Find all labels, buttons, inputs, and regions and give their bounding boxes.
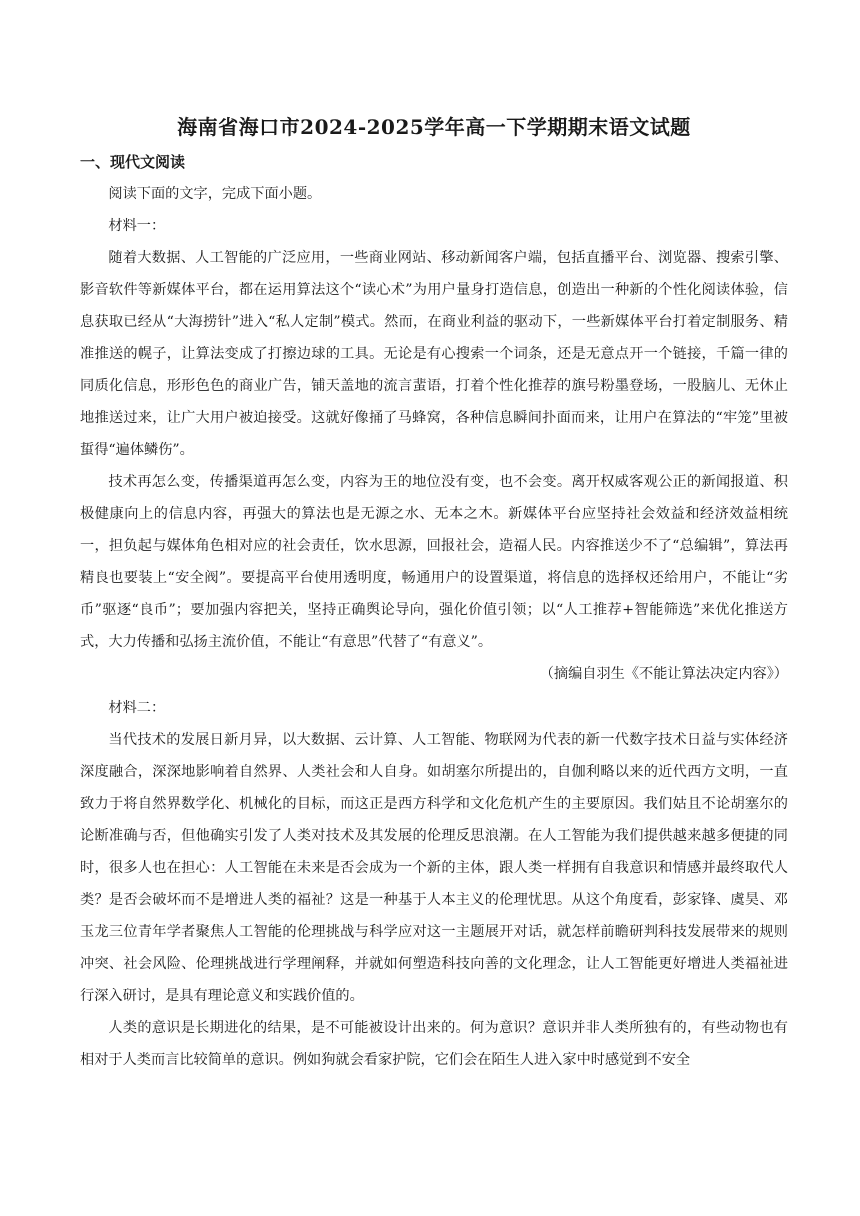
material1-paragraph-1: 随着大数据、人工智能的广泛应用，一些商业网站、移动新闻客户端，包括直播平台、浏览器、搜索引擎、影音软件等新媒体平台，都在运用算法这个“读心术”为用户量身打造信息，创造出一种新的个性化阅读体验，信息获取已经从“大海捞针”进入“私人定制”模式。然而，在商业利益的驱动下，一些新媒体平台打着定制服务、精准推送的幌子，让算法变成了打擦边球的工具。无论是有心搜索一个词条，还是无意点开一个链接，千篇一律的同质化信息，形形色色的商业广告，铺天盖地的流言蜚语，打着个性化推荐的旗号粉墨登场，一股脑儿、无休止地推送过来，让广大用户被迫接受。这就好像捅了马蜂窝，各种信息瞬间扑面而来，让用户在算法的“牢笼”里被蜇得“遍体鳞伤”。 (80, 250, 788, 458)
material2-label: 材料二： (108, 700, 166, 716)
section-heading: 一、现代文阅读 (80, 153, 186, 171)
material1-label: 材料一： (108, 218, 166, 234)
material1-source: （摘编自羽生《不能让算法决定内容》） (539, 666, 788, 682)
instruction-text: 阅读下面的文字，完成下面小题。 (108, 186, 322, 202)
document-title: 海南省海口市2024-2025学年高一下学期期末语文试题 (177, 115, 691, 139)
material1-paragraph-2: 技术再怎么变，传播渠道再怎么变，内容为王的地位没有变，也不会变。离开权威客观公正的新闻报道、积极健康向上的信息内容，再强大的算法也是无源之水、无本之木。新媒体平台应坚持社会效益和经济效益相统一，担负起与媒体角色相对应的社会责任，饮水思源，回报社会，造福人民。内容推送少不了“总编辑”，算法再精良也要装上“安全阀”。要提高平台使用透明度，畅通用户的设置渠道，将信息的选择权还给用户，不能让“劣币”驱逐“良币”；要加强内容把关，坚持正确舆论导向，强化价值引领；以“人工推荐+智能筛选”来优化推送方式，大力传播和弘扬主流价值，不能让“有意思”代替了“有意义”。 (80, 474, 788, 650)
material2-paragraph-1: 当代技术的发展日新月异，以大数据、云计算、人工智能、物联网为代表的新一代数字技术日益与实体经济深度融合，深深地影响着自然界、人类社会和人自身。如胡塞尔所提出的，自伽利略以来的近代西方文明，一直致力于将自然界数学化、机械化的目标，而这正是西方科学和文化危机产生的主要原因。我们姑且不论胡塞尔的论断准确与否，但他确实引发了人类对技术及其发展的伦理反思浪潮。在人工智能为我们提供越来越多便捷的同时，很多人也在担心：人工智能在未来是否会成为一个新的主体，跟人类一样拥有自我意识和情感并最终取代人类？是否会破坏而不是增进人类的福祉？这是一种基于人本主义的伦理忧思。从这个角度看，彭家锋、虞昊、邓玉龙三位青年学者聚焦人工智能的伦理挑战与科学应对这一主题展开对话，就怎样前瞻研判科技发展带来的规则冲突、社会风险、伦理挑战进行学理阐释，并就如何塑造科技向善的文化理念，让人工智能更好增进人类福祉进行深入研讨，是具有理论意义和实践价值的。 (80, 732, 788, 1004)
material2-paragraph-2: 人类的意识是长期进化的结果，是不可能被设计出来的。何为意识？意识并非人类所独有的，有些动物也有相对于人类而言比较简单的意识。例如狗就会看家护院，它们会在陌生人进入家中时感觉到不安全 (80, 1020, 788, 1068)
